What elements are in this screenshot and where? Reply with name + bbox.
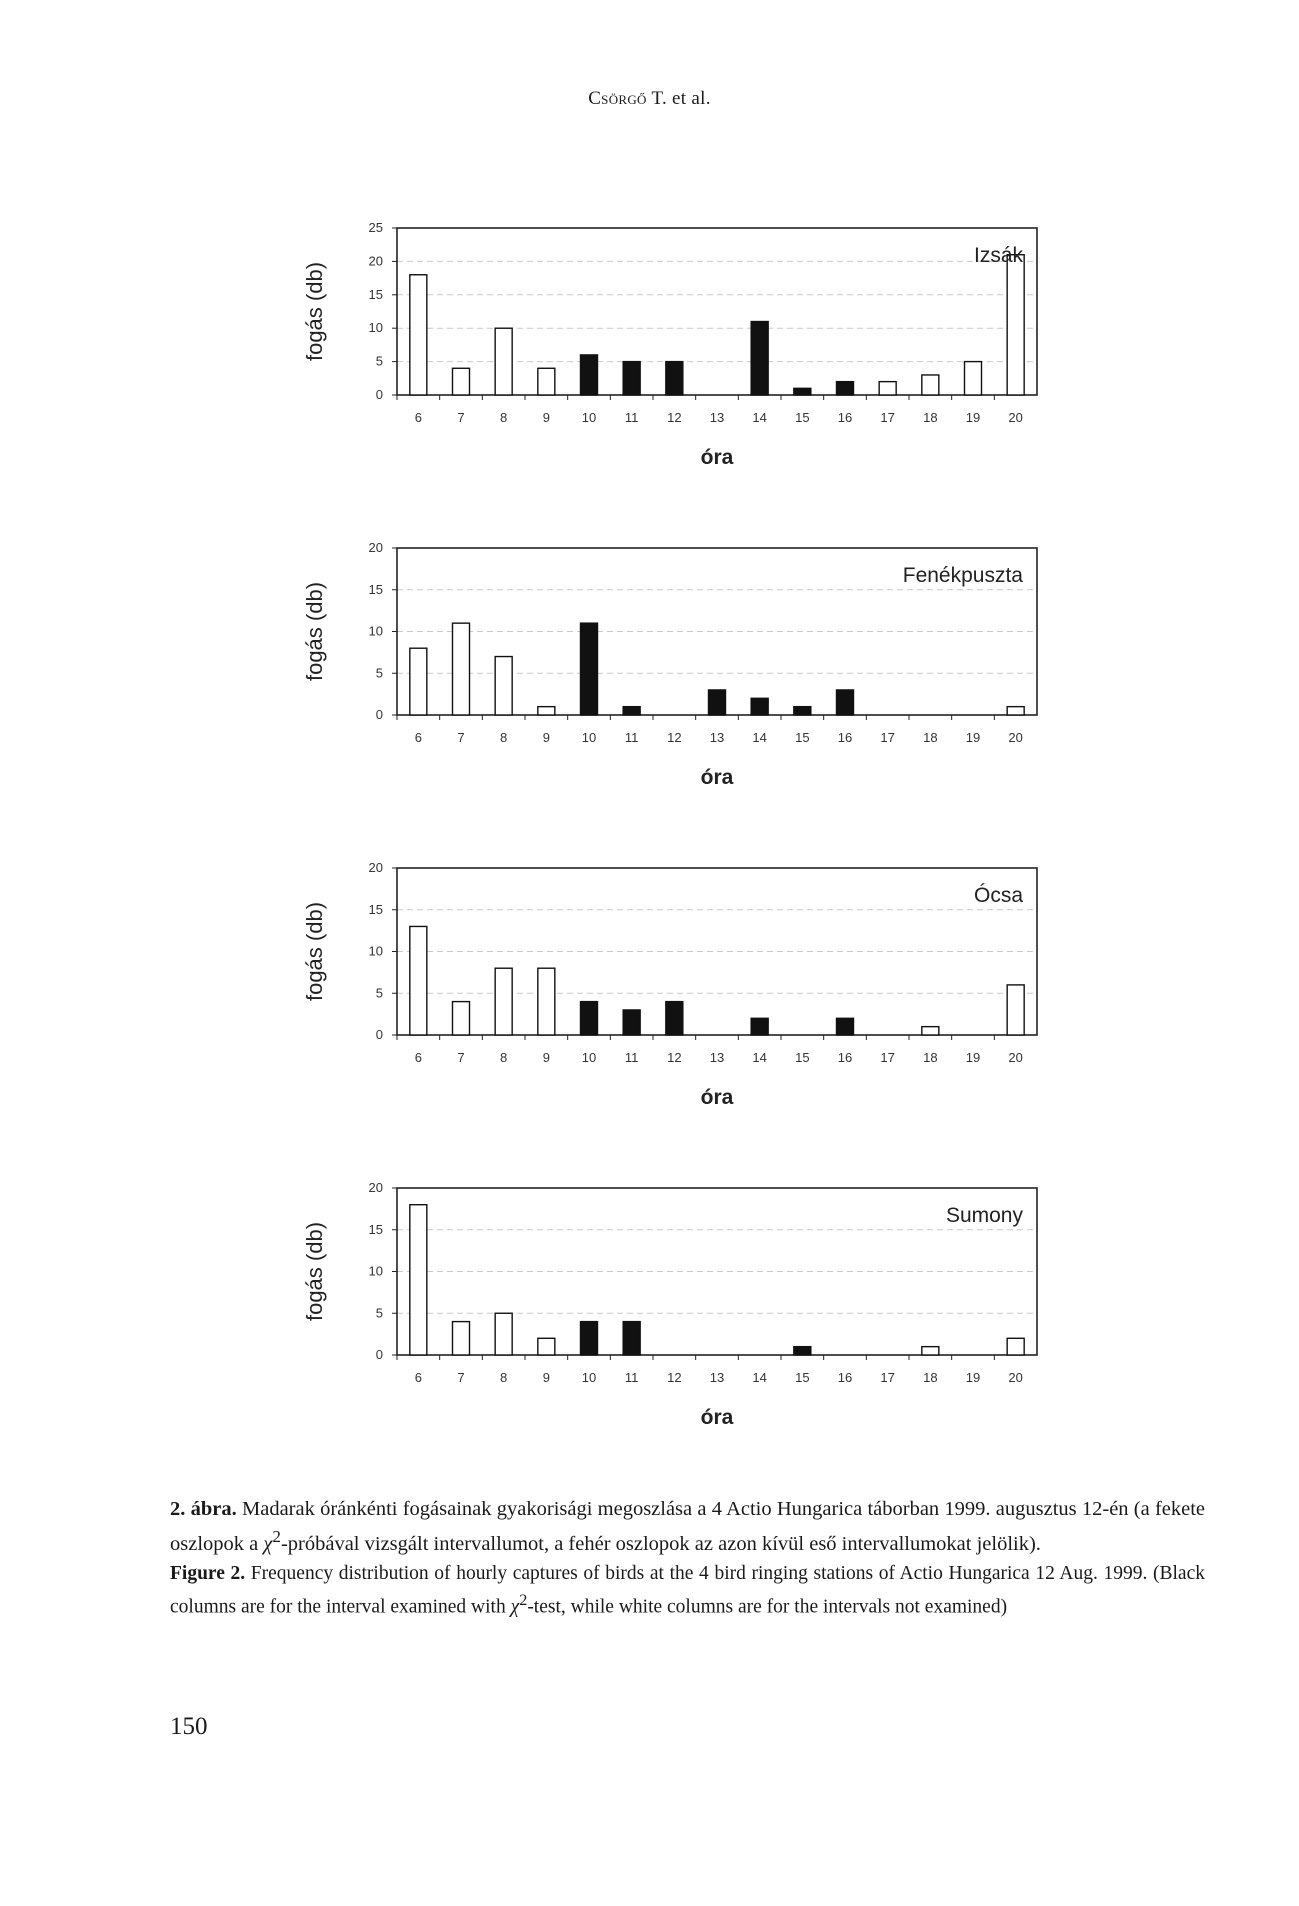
x-tick-label: 11 [624,1370,639,1385]
bar [666,362,683,395]
x-tick-label: 15 [795,730,810,745]
y-tick-label: 20 [368,860,383,875]
bar [879,382,896,395]
x-tick-label: 14 [752,730,767,745]
x-tick-label: 20 [1008,1050,1023,1065]
x-tick-label: 19 [965,1050,981,1065]
x-tick-label: 10 [581,1370,597,1385]
x-axis-label: óra [700,766,734,789]
caption-en-label: Figure 2. [170,1562,246,1584]
x-tick-label: 9 [542,1370,550,1385]
bar [495,657,512,715]
x-tick-label: 13 [709,1050,725,1065]
x-tick-label: 18 [923,410,938,425]
x-tick-label: 17 [880,1050,895,1065]
bar [495,328,512,395]
bar [965,362,982,395]
caption-hu-text-2: -próbával vizsgált intervallumot, a fehér oszlopok az azon kívül eső intervallumokat jelölik). [280,1532,1041,1555]
bar [410,1205,427,1355]
bar [794,707,811,715]
bar [1007,707,1024,715]
bar [495,1313,512,1355]
bar [666,1002,683,1035]
y-tick-label: 5 [375,353,383,369]
y-axis-label: fogás (db) [302,1221,327,1322]
bar [794,388,811,395]
chi-symbol: χ [263,1532,273,1555]
caption-en-text-1: Frequency distribution of hourly captures of birds at the 4 bird ringing stations of Actio Hungarica 12 Aug. 1999. (Black columns are for the interval examined with [170,1562,1205,1618]
bar [453,368,470,395]
x-tick-label: 10 [581,1050,597,1065]
x-tick-label: 15 [795,1370,810,1385]
y-tick-label: 15 [368,1221,383,1237]
x-tick-label: 9 [542,410,550,425]
x-tick-label: 13 [709,1370,725,1385]
x-tick-label: 8 [500,1370,508,1385]
caption-hu-text-1: Madarak óránkénti fogásainak gyakorisági megoszlása a 4 Actio Hungarica táborban 1999. augusztus 12-én (a fekete oszlopok a [170,1498,1206,1555]
page-number: 150 [170,1713,208,1740]
bar [623,1010,640,1035]
x-tick-label: 17 [880,1370,895,1385]
x-tick-label: 9 [542,1050,550,1065]
x-tick-label: 20 [1008,1370,1023,1385]
x-tick-label: 19 [965,410,981,425]
x-tick-label: 11 [624,410,639,425]
station-label: Ócsa [973,884,1023,907]
x-tick-label: 16 [837,1050,853,1065]
author-suffix: T. et al. [646,88,711,109]
author-name: Csörgő [588,88,647,109]
bar [751,698,768,715]
x-tick-label: 12 [667,410,682,425]
bar [581,1002,598,1035]
y-tick-label: 15 [368,901,383,917]
y-tick-label: 10 [368,320,383,336]
x-tick-label: 7 [457,730,465,745]
x-tick-label: 16 [837,410,853,425]
y-tick-label: 20 [368,540,383,555]
x-tick-label: 17 [880,730,895,745]
bar [410,926,427,1035]
y-axis-label: fogás (db) [302,261,327,362]
x-tick-label: 19 [965,730,981,745]
bar [709,690,726,715]
caption-en-text-2: -test, while white columns are for the intervals not examined) [527,1596,1008,1618]
bar [751,322,768,395]
chart-0 [302,220,1037,469]
bar [837,1018,854,1035]
x-tick-label: 19 [965,1370,981,1385]
y-tick-label: 5 [375,1305,383,1321]
x-tick-label: 12 [667,1050,682,1065]
caption-hungarian [170,1496,1205,1558]
x-tick-label: 12 [667,730,682,745]
x-tick-label: 11 [624,730,639,745]
x-axis-label: óra [700,1086,734,1109]
caption-english [170,1560,1205,1621]
bar [922,1027,939,1035]
bar [922,1347,939,1355]
x-axis-label: óra [700,1406,734,1429]
bar [751,1018,768,1035]
y-tick-label: 15 [368,581,383,597]
bar [538,968,555,1035]
x-tick-label: 14 [752,1050,767,1065]
y-tick-label: 20 [368,253,383,269]
station-label: Fenékpuszta [902,564,1023,587]
x-tick-label: 18 [923,730,938,745]
bar [837,690,854,715]
bar [581,1322,598,1355]
bar [581,355,598,395]
station-label: Izsák [973,244,1023,267]
y-tick-label: 0 [375,1347,383,1362]
x-tick-label: 7 [457,1370,465,1385]
chart-1 [302,540,1037,789]
x-tick-label: 13 [709,730,725,745]
x-tick-label: 18 [923,1050,938,1065]
y-tick-label: 10 [368,623,383,639]
x-tick-label: 15 [795,1050,810,1065]
x-tick-label: 10 [581,730,597,745]
y-tick-label: 20 [368,1180,383,1195]
bar [538,1338,555,1355]
x-tick-label: 6 [414,730,422,745]
x-tick-label: 8 [500,410,508,425]
bar [453,623,470,715]
x-tick-label: 7 [457,1050,465,1065]
chi-symbol-en: χ [510,1596,520,1618]
bar [453,1002,470,1035]
y-tick-label: 5 [375,985,383,1001]
x-tick-label: 20 [1008,730,1023,745]
bar [495,968,512,1035]
bar [794,1347,811,1355]
bar [410,275,427,395]
chart-2 [302,860,1037,1109]
y-tick-label: 0 [375,1027,383,1042]
bar [410,648,427,715]
bar [837,382,854,395]
x-tick-label: 6 [414,1050,422,1065]
chi-superscript: 2 [272,1527,281,1546]
y-tick-label: 10 [368,1263,383,1279]
plot-frame [397,228,1037,395]
x-tick-label: 6 [414,1370,422,1385]
bar [581,623,598,715]
x-tick-label: 15 [795,410,810,425]
bar [538,368,555,395]
x-tick-label: 13 [709,410,725,425]
x-tick-label: 7 [457,410,465,425]
x-tick-label: 10 [581,410,597,425]
x-tick-label: 9 [542,730,550,745]
x-tick-label: 20 [1008,410,1023,425]
bar [1007,255,1024,395]
figure-caption [170,1496,1205,1620]
chart-3 [302,1180,1037,1429]
bar [623,1322,640,1355]
bar [1007,1338,1024,1355]
y-tick-label: 0 [375,387,383,402]
chi-superscript-en: 2 [519,1590,528,1609]
x-tick-label: 8 [500,1050,508,1065]
x-tick-label: 11 [624,1050,639,1065]
caption-hu-label: 2. ábra. [170,1498,237,1520]
station-label: Sumony [945,1204,1023,1227]
y-tick-label: 0 [375,707,383,722]
y-tick-label: 15 [368,286,383,302]
x-tick-label: 8 [500,730,508,745]
y-axis-label: fogás (db) [302,581,327,682]
bar [922,375,939,395]
x-tick-label: 16 [837,730,853,745]
x-tick-label: 12 [667,1370,682,1385]
x-tick-label: 16 [837,1370,853,1385]
y-tick-label: 10 [368,943,383,959]
y-tick-label: 25 [368,220,383,235]
y-tick-label: 5 [375,665,383,681]
bar [1007,985,1024,1035]
y-axis-label: fogás (db) [302,901,327,1002]
x-tick-label: 14 [752,1370,767,1385]
x-axis-label: óra [700,446,734,469]
bar [623,707,640,715]
x-tick-label: 17 [880,410,895,425]
x-tick-label: 18 [923,1370,938,1385]
x-tick-label: 14 [752,410,767,425]
x-tick-label: 6 [414,410,422,425]
bar [453,1322,470,1355]
bar [623,362,640,395]
bar [538,707,555,715]
